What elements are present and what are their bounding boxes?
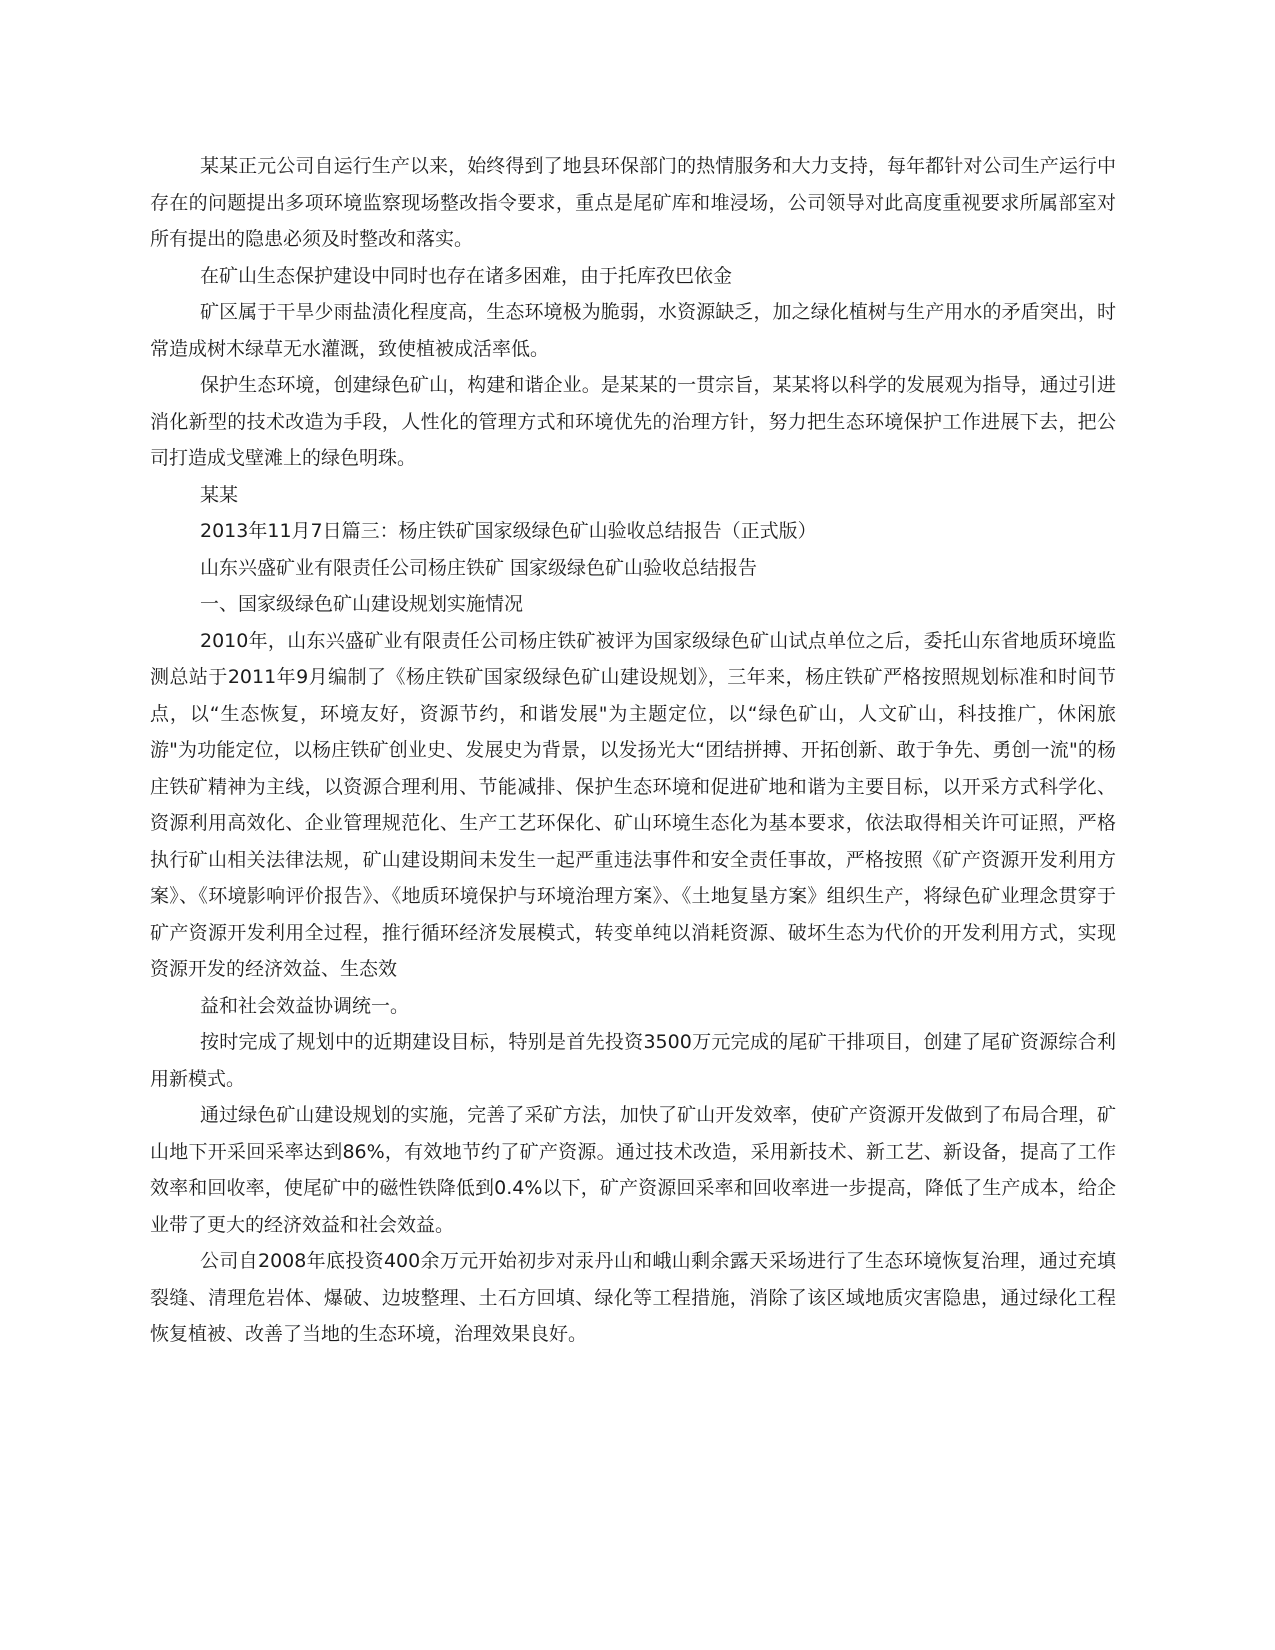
paragraph-benefits-unified: 益和社会效益协调统一。 (200, 994, 410, 1017)
paragraph-difficulties: 在矿山生态保护建设中同时也存在诸多困难，由于托库孜巴依金 (200, 264, 733, 287)
paragraph-report-title: 山东兴盛矿业有限责任公司杨庄铁矿 国家级绿色矿山验收总结报告 (200, 556, 758, 579)
section-heading-1: 一、国家级绿色矿山建设规划实施情况 (200, 593, 524, 615)
paragraph-arid-region: 矿区属于干旱少雨盐渍化程度高，生态环境极为脆弱，水资源缺乏，加之绿化植树与生产用水的矛盾突出，时常造成树木绿草无水灌溉，致使植被成活率低。 (150, 301, 1116, 360)
paragraph-ecological-restoration: 公司自2008年底投资400余万元开始初步对汞丹山和峨山剩余露天采场进行了生态环境恢复治理，通过充填裂缝、清理危岩体、爆破、边坡整理、土石方回填、绿化等工程措施，消除了该区域地质灾害隐患，通过绿化工程恢复植被、改善了当地的生态环境，治理效果良好。 (150, 1250, 1116, 1345)
paragraph-planning-implementation: 2010年，山东兴盛矿业有限责任公司杨庄铁矿被评为国家级绿色矿山试点单位之后，委托山东省地质环境监测总站于2011年9月编制了《杨庄铁矿国家级绿色矿山建设规划》，三年来，杨庄铁矿严格按照规划标准和时间节点，以“生态恢复，环境友好，资源节约，和谐发展"为主题定位，以“绿色矿山，人文矿山，科技推广，休闲旅游"为功能定位，以杨庄铁矿创业史、发展史为背景，以发扬光大“团结拼搏、开拓创新、敢于争先、勇创一流"的杨庄铁矿精神为主线，以资源合理利用、节能减排、保护生态环境和促进矿地和谐为主要目标，以开采方式科学化、资源利用高效化、企业管理规范化、生产工艺环保化、矿山环境生态化为基本要求，依法取得相关许可证照，严格执行矿山相关法律法规，矿山建设期间未发生一起严重违法事件和安全责任事故，严格按照《矿产资源开发利用方案》、《环境影响评价报告》、《地质环境保护与环境治理方案》、《土地复垦方案》组织生产，将绿色矿业理念贯穿于矿产资源开发利用全过程，推行循环经济发展模式，转变单纯以消耗资源、破坏生态为代价的开发利用方式，实现资源开发的经济效益、生态效 (150, 629, 1116, 980)
paragraph-tailings-project: 按时完成了规划中的近期建设目标，特别是首先投资3500万元完成的尾矿干排项目，创建了尾矿资源综合利用新模式。 (150, 1031, 1116, 1090)
document-body (150, 148, 1116, 1353)
paragraph-date-title: 2013年11月7日篇三：杨庄铁矿国家级绿色矿山验收总结报告（正式版） (200, 520, 817, 542)
paragraph-green-mine-goal: 保护生态环境，创建绿色矿山，构建和谐企业。是某某的一贯宗旨，某某将以科学的发展观为指导，通过引进消化新型的技术改造为手段，人性化的管理方式和环境优先的治理方针，努力把生态环境保护工作进展下去，把公司打造成戈壁滩上的绿色明珠。 (150, 374, 1116, 469)
paragraph-mining-efficiency: 通过绿色矿山建设规划的实施，完善了采矿方法，加快了矿山开发效率，使矿产资源开发做到了布局合理，矿山地下开采回采率达到86%，有效地节约了矿产资源。通过技术改造，采用新技术、新工艺、新设备，提高了工作效率和回收率，使尾矿中的磁性铁降低到0.4%以下，矿产资源回采率和回收率进一步提高，降低了生产成本，给企业带了更大的经济效益和社会效益。 (150, 1104, 1116, 1236)
paragraph-signature: 某某 (200, 483, 239, 506)
paragraph-environment-support: 某某正元公司自运行生产以来，始终得到了地县环保部门的热情服务和大力支持，每年都针对公司生产运行中存在的问题提出多项环境监察现场整改指令要求，重点是尾矿库和堆浸场，公司领导对此高度重视要求所属部室对所有提出的隐患必须及时整改和落实。 (150, 155, 1116, 250)
